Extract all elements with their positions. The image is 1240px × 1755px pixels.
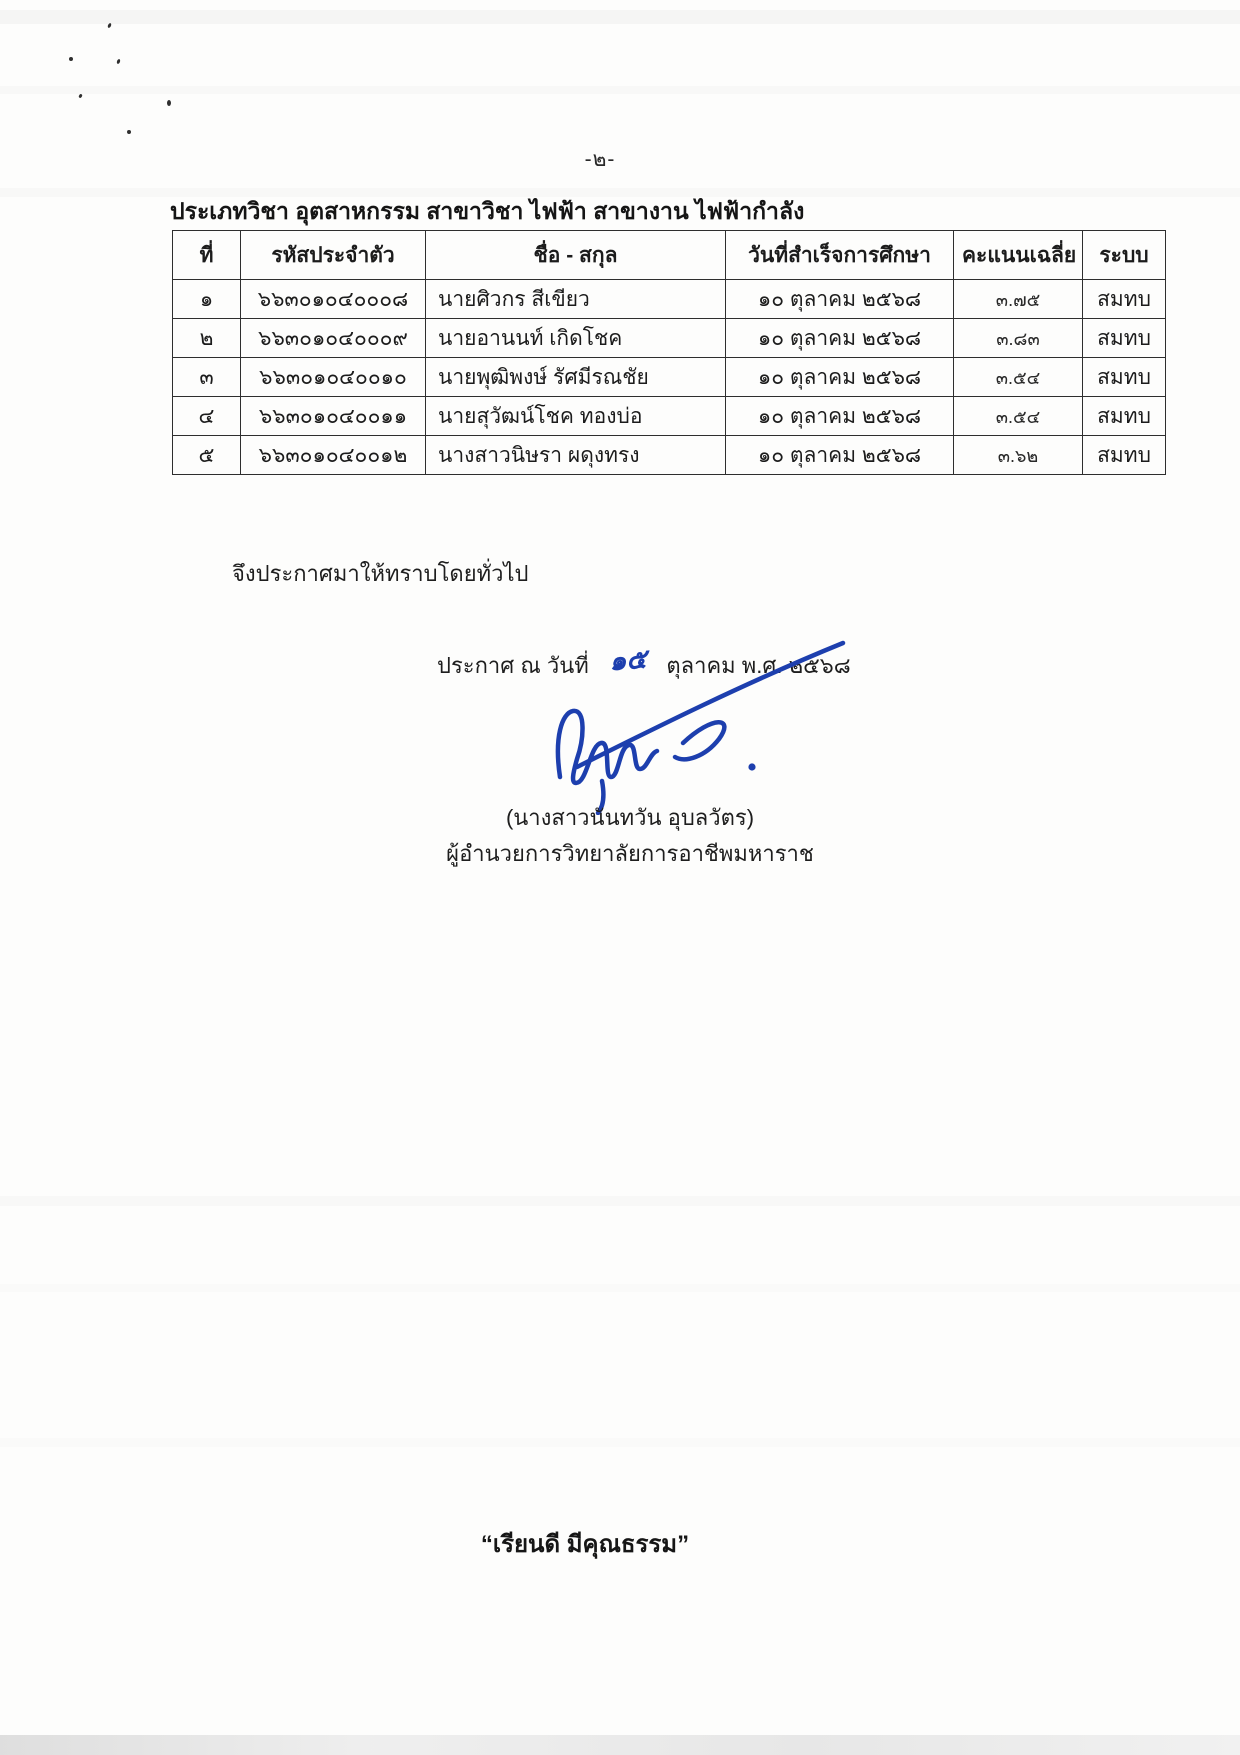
signer-title: ผู้อำนวยการวิทยาลัยการอาชีพมหาราช <box>446 841 814 866</box>
closing-statement: จึงประกาศมาให้ทราบโดยทั่วไป <box>232 561 529 586</box>
cell-student-id: ๖๖๓๐๑๐๔๐๐๑๒ <box>241 436 426 475</box>
table-row <box>173 436 1166 475</box>
section-title: ประเภทวิชา อุตสาหกรรม สาขาวิชา ไฟฟ้า สาขางาน ไฟฟ้ากำลัง <box>170 198 805 224</box>
announce-suffix: ตุลาคม พ.ศ. ๒๕๖๘ <box>666 653 851 678</box>
scan-streak <box>0 1438 1240 1447</box>
cell-gpa: ๓.๕๔ <box>954 358 1083 397</box>
scan-speck <box>116 59 121 65</box>
cell-no: ๑ <box>173 280 241 319</box>
cell-name: นางสาวนิษรา ผดุงทรง <box>426 436 726 475</box>
col-header-system: ระบบ <box>1083 231 1166 280</box>
cell-graduation-date: ๑๐ ตุลาคม ๒๕๖๘ <box>726 280 954 319</box>
cell-system: สมทบ <box>1083 319 1166 358</box>
cell-system: สมทบ <box>1083 436 1166 475</box>
scan-speck <box>69 57 73 61</box>
table-row <box>173 397 1166 436</box>
cell-no: ๕ <box>173 436 241 475</box>
table-row <box>173 319 1166 358</box>
table-header-row <box>173 231 1166 280</box>
cell-student-id: ๖๖๓๐๑๐๔๐๐๑๐ <box>241 358 426 397</box>
col-header-gpa: คะแนนเฉลี่ย <box>954 231 1083 280</box>
scan-edge-shadow <box>0 1735 1240 1755</box>
cell-graduation-date: ๑๐ ตุลาคม ๒๕๖๘ <box>726 319 954 358</box>
scan-streak <box>0 10 1240 24</box>
graduates-table <box>172 230 1166 475</box>
scan-speck <box>167 100 171 106</box>
cell-student-id: ๖๖๓๐๑๐๔๐๐๐๙ <box>241 319 426 358</box>
cell-graduation-date: ๑๐ ตุลาคม ๒๕๖๘ <box>726 436 954 475</box>
announce-prefix: ประกาศ ณ วันที่ <box>437 653 589 678</box>
cell-no: ๓ <box>173 358 241 397</box>
table-row <box>173 358 1166 397</box>
cell-system: สมทบ <box>1083 397 1166 436</box>
cell-name: นายศิวกร สีเขียว <box>426 280 726 319</box>
scan-streak <box>0 1196 1240 1206</box>
cell-gpa: ๓.๕๔ <box>954 397 1083 436</box>
table-row <box>173 280 1166 319</box>
scan-speck <box>127 130 131 134</box>
cell-gpa: ๓.๖๒ <box>954 436 1083 475</box>
cell-student-id: ๖๖๓๐๑๐๔๐๐๐๘ <box>241 280 426 319</box>
scan-streak <box>0 86 1240 94</box>
scan-speck <box>78 94 83 99</box>
col-header-graduation-date: วันที่สำเร็จการศึกษา <box>726 231 954 280</box>
cell-gpa: ๓.๘๓ <box>954 319 1083 358</box>
cell-system: สมทบ <box>1083 280 1166 319</box>
col-header-student-id: รหัสประจำตัว <box>241 231 426 280</box>
cell-no: ๔ <box>173 397 241 436</box>
cell-system: สมทบ <box>1083 358 1166 397</box>
page-number: -๒- <box>584 148 616 171</box>
col-header-name: ชื่อ - สกุล <box>426 231 726 280</box>
signer-name: (นางสาวนันทวัน อุบลวัตร) <box>505 805 755 830</box>
cell-name: นายสุวัฒน์โชค ทองบ่อ <box>426 397 726 436</box>
cell-student-id: ๖๖๓๐๑๐๔๐๐๑๑ <box>241 397 426 436</box>
cell-graduation-date: ๑๐ ตุลาคม ๒๕๖๘ <box>726 358 954 397</box>
cell-graduation-date: ๑๐ ตุลาคม ๒๕๖๘ <box>726 397 954 436</box>
cell-gpa: ๓.๗๕ <box>954 280 1083 319</box>
col-header-no: ที่ <box>173 231 241 280</box>
cell-name: นายพุฒิพงษ์ รัศมีรณชัย <box>426 358 726 397</box>
scan-speck <box>107 23 112 29</box>
handwritten-day: ๑๕ <box>607 643 648 677</box>
announcement-date-line <box>437 642 851 685</box>
motto: “เรียนดี มีคุณธรรม” <box>480 1531 690 1558</box>
scan-streak <box>0 1284 1240 1292</box>
cell-name: นายอานนท์ เกิดโชค <box>426 319 726 358</box>
cell-no: ๒ <box>173 319 241 358</box>
